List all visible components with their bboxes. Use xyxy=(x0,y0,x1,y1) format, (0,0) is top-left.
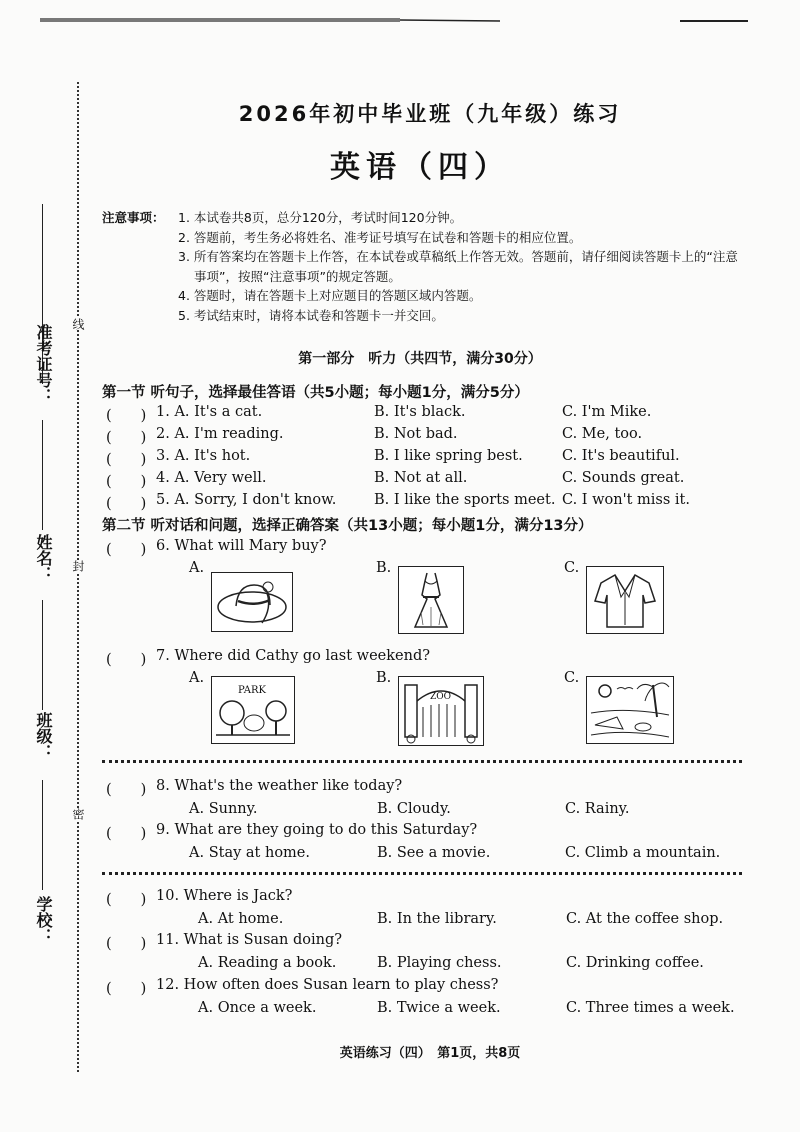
name-label: 姓名： xyxy=(34,534,53,582)
answer-blank[interactable]: ( ) xyxy=(106,826,147,842)
class-label: 班级： xyxy=(34,712,53,760)
option-c-picture[interactable] xyxy=(586,566,664,634)
option-a: A. Stay at home. xyxy=(189,845,310,861)
question-stem: 11. What is Susan doing? xyxy=(156,932,343,948)
option-a: A. Sunny. xyxy=(189,801,258,817)
option-b: B. Twice a week. xyxy=(377,1000,501,1016)
page-footer: 英语练习（四） 第1页，共8页 xyxy=(339,1046,521,1061)
option-c: C. Rainy. xyxy=(565,801,630,817)
option-b: B. Not at all. xyxy=(374,470,468,486)
answer-blank[interactable]: ( ) xyxy=(106,981,147,997)
option-c-picture[interactable] xyxy=(586,676,674,744)
school-line[interactable] xyxy=(42,780,43,890)
pic-label-b: B. xyxy=(376,670,392,686)
answer-blank[interactable]: ( ) xyxy=(106,408,147,424)
answer-blank[interactable]: ( ) xyxy=(106,542,147,558)
school-label: 学校： xyxy=(34,896,53,944)
zoo-sign: ZOO xyxy=(430,692,452,702)
part1-title: 第一部分 听力（共四节，满分30分） xyxy=(298,351,542,367)
fold-line xyxy=(77,82,79,1072)
class-line[interactable] xyxy=(42,600,43,710)
name-line[interactable] xyxy=(42,420,43,530)
notice-item: 5. 考试结束时，请将本试卷和答题卡一并交回。 xyxy=(178,307,444,323)
section-divider xyxy=(102,760,742,763)
notice-item: 2. 答题前，考生务必将姓名、准考证号填写在试卷和答题卡的相应位置。 xyxy=(178,229,582,245)
option-b: B. It's black. xyxy=(374,404,466,420)
question-9 xyxy=(102,822,742,844)
option-c: C. It's beautiful. xyxy=(562,448,680,464)
option-c: C. Sounds great. xyxy=(562,470,685,486)
notice-block xyxy=(102,208,748,325)
option-b: B. Cloudy. xyxy=(377,801,451,817)
notice-item: 1. 本试卷共8页，总分120分，考试时间120分钟。 xyxy=(178,210,463,225)
pic-label-c: C. xyxy=(564,670,580,686)
question-5 xyxy=(102,492,742,514)
answer-blank[interactable]: ( ) xyxy=(106,452,147,468)
question-stem: 5. A. Sorry, I don't know. xyxy=(156,492,337,508)
question-stem: 10. Where is Jack? xyxy=(156,888,293,904)
answer-blank[interactable]: ( ) xyxy=(106,474,147,490)
answer-blank[interactable]: ( ) xyxy=(106,652,147,668)
question-2 xyxy=(102,426,742,448)
section-divider xyxy=(102,872,742,875)
answer-blank[interactable]: ( ) xyxy=(106,496,147,512)
seal-char-xian: 线 xyxy=(71,318,85,330)
option-b-picture[interactable] xyxy=(398,566,464,634)
option-b: B. I like spring best. xyxy=(374,448,523,464)
answer-blank[interactable]: ( ) xyxy=(106,782,147,798)
notice-item: 4. 答题时，请在答题卡上对应题目的答题区域内答题。 xyxy=(178,288,482,303)
binding-strip xyxy=(0,80,80,1080)
question-12 xyxy=(102,977,742,999)
question-stem: 12. How often does Susan learn to play chess? xyxy=(156,977,499,993)
question-7 xyxy=(102,648,742,670)
question-8 xyxy=(102,778,742,800)
question-stem: 2. A. I'm reading. xyxy=(156,426,284,442)
exam-subtitle: 英语（四） xyxy=(330,150,510,185)
option-b: B. I like the sports meet. xyxy=(374,492,556,508)
option-a: A. Once a week. xyxy=(198,1000,317,1016)
question-stem: 4. A. Very well. xyxy=(156,470,267,486)
seal-char-feng: 封 xyxy=(71,560,85,572)
option-a-picture[interactable] xyxy=(211,572,293,632)
notice-list xyxy=(102,208,748,325)
answer-blank[interactable]: ( ) xyxy=(106,892,147,908)
option-b: B. See a movie. xyxy=(377,845,491,861)
notice-item: 3. 所有答案均在答题卡上作答，在本试卷或草稿纸上作答无效。答题前，请仔细阅读答题卡上的“注意事项”，按照“注意事项”的规定答题。 xyxy=(178,249,738,284)
park-icon xyxy=(212,677,294,743)
option-b: B. Playing chess. xyxy=(377,955,502,971)
question-11 xyxy=(102,932,742,954)
option-b-picture[interactable] xyxy=(398,676,484,746)
option-c: C. I won't miss it. xyxy=(562,492,690,508)
answer-blank[interactable]: ( ) xyxy=(106,936,147,952)
option-c: C. I'm Mike. xyxy=(562,404,652,420)
hat-icon xyxy=(212,573,292,631)
option-a: A. Reading a book. xyxy=(198,955,337,971)
question-12-options xyxy=(102,1000,742,1022)
question-stem: 8. What's the weather like today? xyxy=(156,778,403,794)
option-c: C. Drinking coffee. xyxy=(566,955,704,971)
question-1 xyxy=(102,404,742,426)
question-10-options xyxy=(102,911,742,933)
seal-char-mi: 密 xyxy=(71,808,85,820)
scan-marks xyxy=(0,0,800,30)
question-6 xyxy=(102,538,742,560)
option-c: C. Three times a week. xyxy=(566,1000,735,1016)
question-8-options xyxy=(102,801,742,823)
blouse-icon xyxy=(587,567,663,633)
section1-title: 第一节 听句子，选择最佳答语（共5小题；每小题1分，满分5分） xyxy=(102,385,529,401)
pic-label-c: C. xyxy=(564,560,580,576)
option-c: C. Climb a mountain. xyxy=(565,845,721,861)
question-10 xyxy=(102,888,742,910)
zoo-gate-icon xyxy=(399,677,483,745)
option-b: B. In the library. xyxy=(377,911,497,927)
exam-no-label: 准考证号： xyxy=(34,324,53,404)
pic-label-a: A. xyxy=(189,560,205,576)
question-stem: 1. A. It's a cat. xyxy=(156,404,263,420)
exam-title: 2026年初中毕业班（九年级）练习 xyxy=(238,102,622,126)
question-stem: 3. A. It's hot. xyxy=(156,448,251,464)
notice-label: 注意事项： xyxy=(102,210,165,225)
question-stem: 9. What are they going to do this Saturday? xyxy=(156,822,478,838)
option-a-picture[interactable] xyxy=(211,676,295,744)
pic-label-a: A. xyxy=(189,670,205,686)
option-c: C. At the coffee shop. xyxy=(566,911,724,927)
question-11-options xyxy=(102,955,742,977)
question-stem: 6. What will Mary buy? xyxy=(156,538,327,554)
dress-icon xyxy=(399,567,463,633)
beach-icon xyxy=(587,677,673,743)
answer-blank[interactable]: ( ) xyxy=(106,430,147,446)
option-b: B. Not bad. xyxy=(374,426,458,442)
park-sign: PARK xyxy=(238,685,267,696)
pic-label-b: B. xyxy=(376,560,392,576)
option-a: A. At home. xyxy=(198,911,284,927)
question-9-options xyxy=(102,845,742,867)
section2-title: 第二节 听对话和问题，选择正确答案（共13小题；每小题1分，满分13分） xyxy=(102,518,593,534)
question-stem: 7. Where did Cathy go last weekend? xyxy=(156,648,431,664)
question-4 xyxy=(102,470,742,492)
question-3 xyxy=(102,448,742,470)
option-c: C. Me, too. xyxy=(562,426,643,442)
